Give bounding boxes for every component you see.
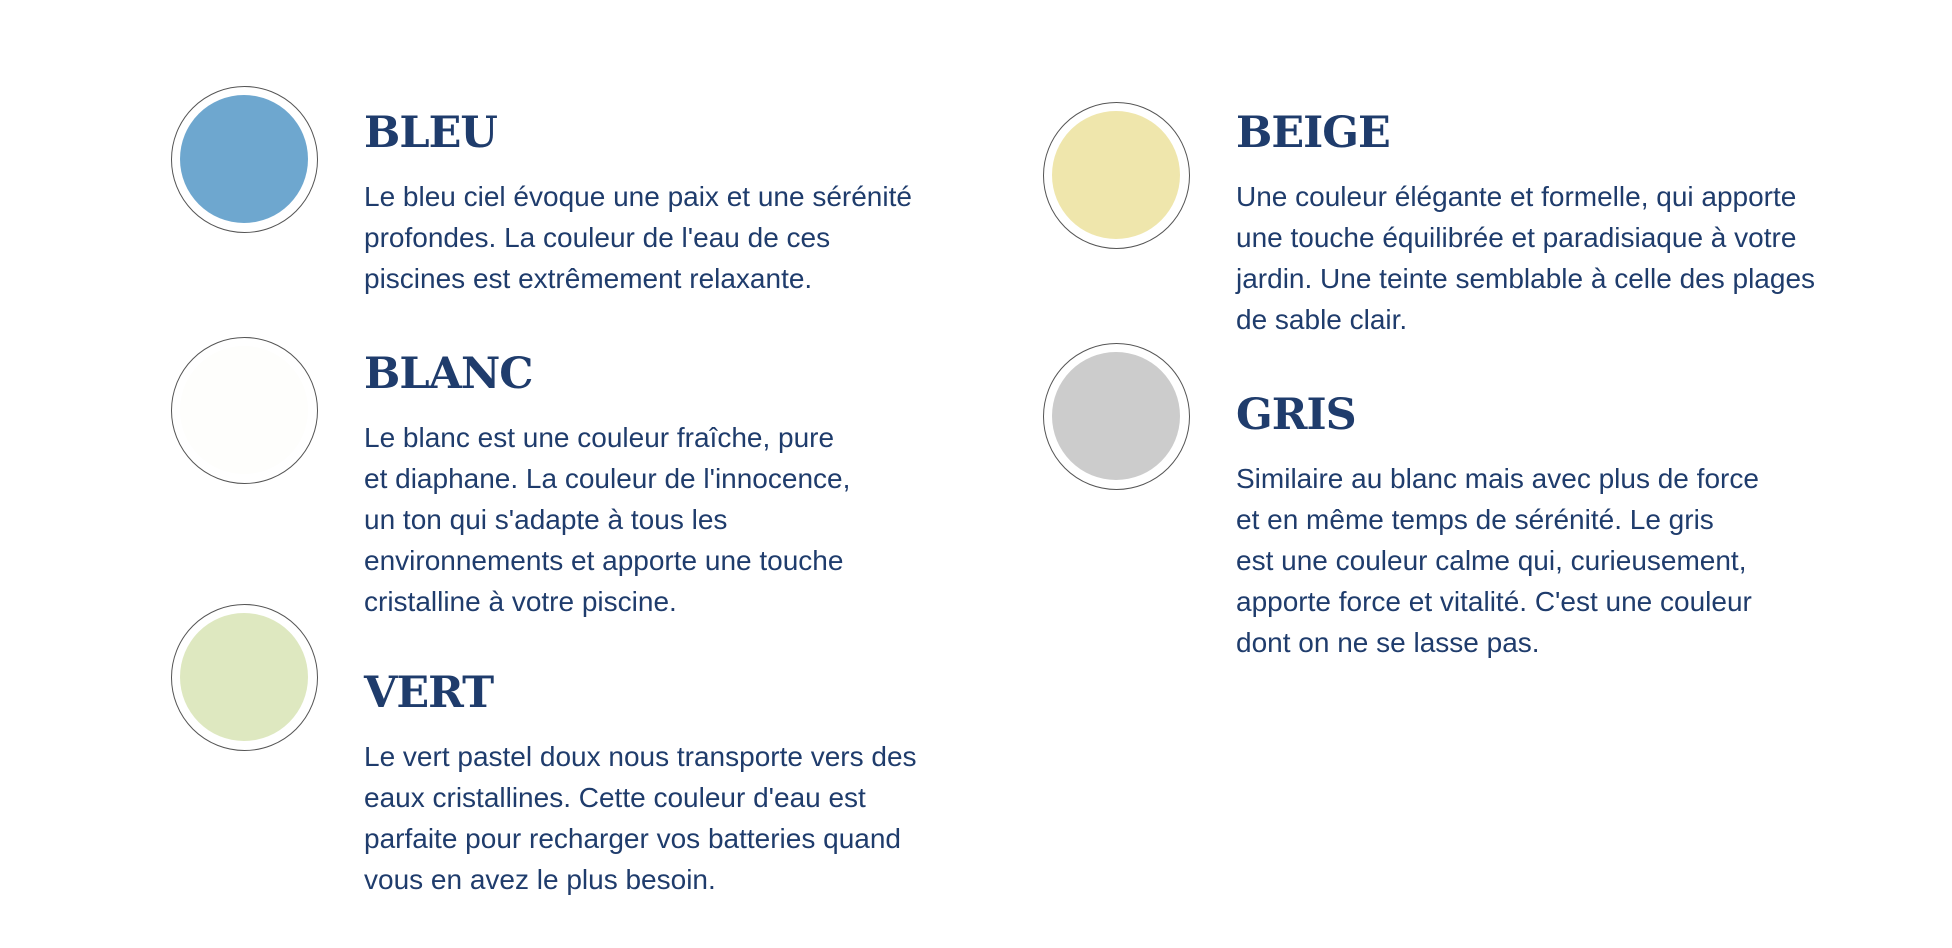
- swatch-beige: [1043, 102, 1190, 249]
- color-description-blanc: Le blanc est une couleur fraîche, pure et diaphane. La couleur de l'innocence, un ton qui s'adapte à tous les environnements et apporte une touche cristalline à votre piscine.: [364, 422, 851, 617]
- swatch-fill-blanc: [180, 346, 308, 474]
- swatch-blanc: [171, 337, 318, 484]
- color-title-beige: BEIGE: [1236, 108, 1390, 158]
- swatch-bleu: [171, 86, 318, 233]
- swatch-fill-bleu: [180, 95, 308, 223]
- swatch-fill-gris: [1052, 352, 1180, 480]
- color-description-bleu: Le bleu ciel évoque une paix et une sérénité profondes. La couleur de l'eau de ces piscines est extrêmement relaxante.: [364, 181, 912, 294]
- color-description-vert: Le vert pastel doux nous transporte vers des eaux cristallines. Cette couleur d'eau est parfaite pour recharger vos batteries quand vous en avez le plus besoin.: [364, 741, 917, 895]
- swatch-fill-beige: [1052, 111, 1180, 239]
- color-title-vert: VERT: [364, 668, 494, 718]
- swatch-vert: [171, 604, 318, 751]
- color-title-bleu: BLEU: [364, 108, 497, 158]
- color-description-gris: Similaire au blanc mais avec plus de force et en même temps de sérénité. Le gris est une couleur calme qui, curieusement, apporte force et vitalité. C'est une couleur dont on ne se lasse pas.: [1236, 463, 1759, 658]
- color-title-blanc: BLANC: [364, 349, 533, 399]
- color-title-gris: GRIS: [1236, 390, 1356, 440]
- swatch-fill-vert: [180, 613, 308, 741]
- color-description-beige: Une couleur élégante et formelle, qui apporte une touche équilibrée et paradisiaque à votre jardin. Une teinte semblable à celle des plages de sable clair.: [1236, 181, 1816, 335]
- swatch-gris: [1043, 343, 1190, 490]
